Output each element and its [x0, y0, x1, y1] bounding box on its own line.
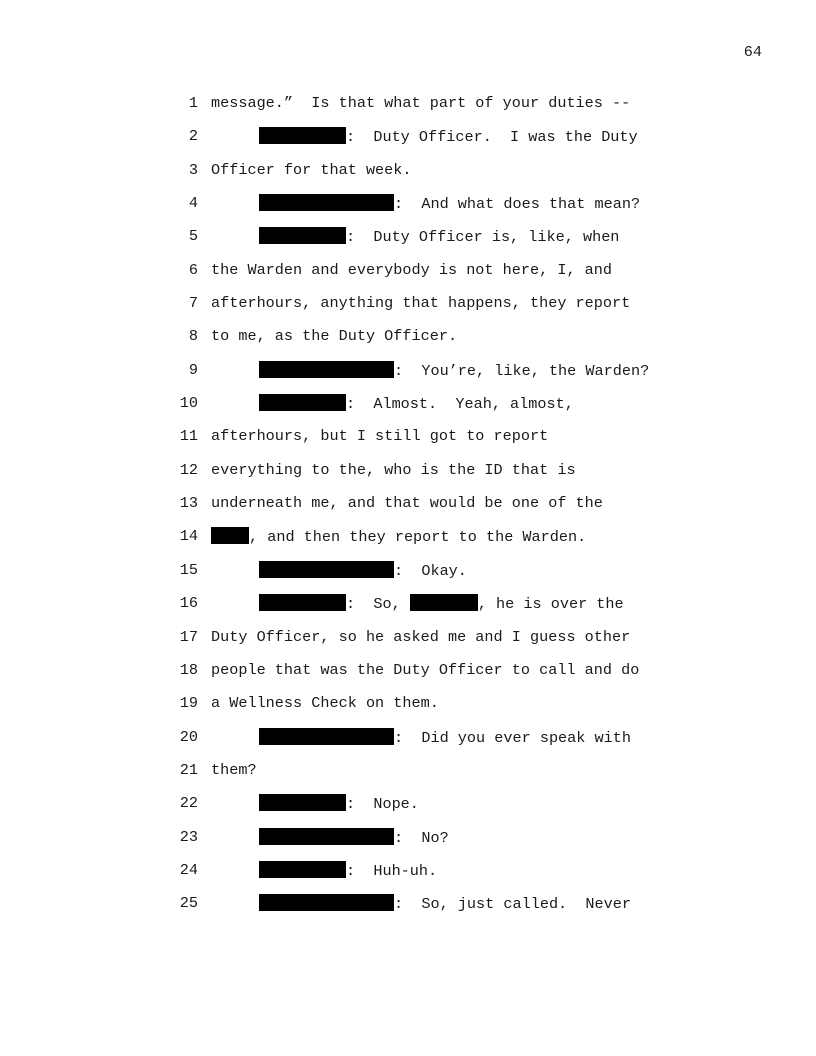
line-text	[211, 461, 576, 479]
page-number: 64	[743, 43, 762, 61]
line-text	[211, 427, 548, 445]
redaction-block	[259, 561, 394, 578]
transcript-line	[0, 761, 816, 794]
transcript-line	[0, 694, 816, 727]
line-text	[259, 361, 649, 380]
line-content: people that was the Duty Officer to call and do	[211, 660, 640, 679]
transcript-line	[0, 628, 816, 661]
line-number: 1	[188, 94, 198, 112]
transcript-line	[0, 494, 816, 527]
line-content: : Almost. Yeah, almost,	[346, 395, 574, 414]
transcript-line	[0, 861, 816, 894]
line-text	[211, 161, 412, 179]
transcript-line	[0, 194, 816, 227]
transcript-line	[0, 561, 816, 594]
line-text	[211, 761, 257, 779]
line-text	[259, 594, 624, 613]
line-number: 3	[188, 160, 198, 179]
line-number: 11	[179, 427, 198, 446]
line-content: : So, just called. Never	[394, 895, 631, 914]
line-text	[259, 728, 631, 747]
line-number: 16	[179, 594, 198, 613]
line-number: 24	[179, 860, 198, 879]
line-number: 8	[188, 327, 198, 346]
transcript-line	[0, 94, 816, 127]
line-text	[211, 494, 603, 512]
line-content: : And what does that mean?	[394, 195, 641, 214]
line-number: 21	[179, 760, 198, 779]
redaction-block	[259, 127, 346, 144]
line-content: : Okay.	[394, 561, 467, 580]
line-content: underneath me, and that would be one of the	[211, 494, 603, 513]
line-content: : Huh-uh.	[346, 861, 438, 880]
line-text	[211, 661, 639, 679]
line-content: , and then they report to the Warden.	[249, 528, 587, 547]
transcript-line	[0, 361, 816, 394]
line-content: them?	[211, 760, 257, 779]
redaction-block	[259, 594, 346, 611]
redaction-block	[259, 794, 346, 811]
transcript-line	[0, 728, 816, 761]
line-content: afterhours, anything that happens, they report	[211, 294, 631, 313]
line-text	[211, 294, 630, 312]
line-text	[259, 194, 640, 213]
line-content: a Wellness Check on them.	[211, 694, 439, 713]
line-number: 6	[188, 260, 198, 279]
line-content: : No?	[394, 828, 449, 847]
transcript-line	[0, 294, 816, 327]
line-number: 18	[179, 660, 198, 679]
line-number: 22	[179, 794, 198, 813]
line-content: : Duty Officer is, like, when	[346, 228, 620, 247]
line-text	[259, 227, 619, 246]
redaction-block	[259, 227, 346, 244]
transcript-line	[0, 427, 816, 460]
line-text	[211, 94, 630, 112]
line-number: 13	[179, 494, 198, 513]
line-content: : So,	[346, 595, 410, 614]
line-number: 10	[179, 394, 198, 413]
line-content: : You’re, like, the Warden?	[394, 361, 650, 380]
line-content: : Duty Officer. I was the Duty	[346, 128, 638, 147]
line-content: afterhours, but I still got to report	[211, 427, 549, 446]
line-content: : Nope.	[346, 795, 419, 814]
line-content: : Did you ever speak with	[394, 728, 631, 747]
transcript-line	[0, 261, 816, 294]
line-text	[211, 628, 630, 646]
line-content: Officer for that week.	[211, 160, 412, 179]
line-number: 5	[188, 227, 198, 246]
transcript-line	[0, 594, 816, 627]
redaction-block	[259, 828, 394, 845]
transcript-line	[0, 127, 816, 160]
line-text	[259, 861, 437, 880]
line-text	[259, 828, 449, 847]
line-text	[259, 794, 419, 813]
line-number: 25	[179, 894, 198, 913]
transcript-line	[0, 394, 816, 427]
redaction-block	[259, 728, 394, 745]
line-content: Duty Officer, so he asked me and I guess other	[211, 627, 631, 646]
transcript-line	[0, 327, 816, 360]
line-number: 19	[179, 694, 198, 713]
line-content: everything to the, who is the ID that is	[211, 460, 576, 479]
redaction-block	[410, 594, 478, 611]
line-content: , he is over the	[477, 595, 624, 614]
line-number: 12	[179, 460, 198, 479]
transcript-line	[0, 461, 816, 494]
transcript-line	[0, 227, 816, 260]
line-number: 14	[179, 527, 198, 546]
line-number: 23	[179, 827, 198, 846]
line-number: 4	[188, 194, 198, 213]
redaction-block	[259, 361, 394, 378]
redaction-block	[259, 861, 346, 878]
line-text	[211, 694, 439, 712]
transcript-line	[0, 527, 816, 560]
transcript-body	[0, 94, 816, 928]
line-text	[259, 561, 467, 580]
line-text	[211, 261, 612, 279]
line-number: 7	[188, 294, 198, 313]
line-text	[259, 894, 631, 913]
line-number: 17	[179, 627, 198, 646]
transcript-line	[0, 828, 816, 861]
redaction-block	[259, 394, 346, 411]
line-text	[211, 527, 586, 546]
line-number: 20	[179, 727, 198, 746]
line-number: 9	[188, 360, 198, 379]
transcript-line	[0, 794, 816, 827]
line-content: the Warden and everybody is not here, I, and	[211, 260, 613, 279]
line-number: 2	[188, 127, 198, 146]
redaction-block	[259, 894, 394, 911]
line-text	[259, 127, 638, 146]
transcript-line	[0, 661, 816, 694]
redaction-block	[259, 194, 394, 211]
line-number: 15	[179, 560, 198, 579]
line-content: message.” Is that what part of your duties --	[211, 94, 631, 112]
transcript-line	[0, 894, 816, 927]
line-text	[259, 394, 574, 413]
transcript-line	[0, 161, 816, 194]
line-content: to me, as the Duty Officer.	[211, 327, 458, 346]
line-text	[211, 327, 457, 345]
redaction-block	[211, 527, 249, 544]
